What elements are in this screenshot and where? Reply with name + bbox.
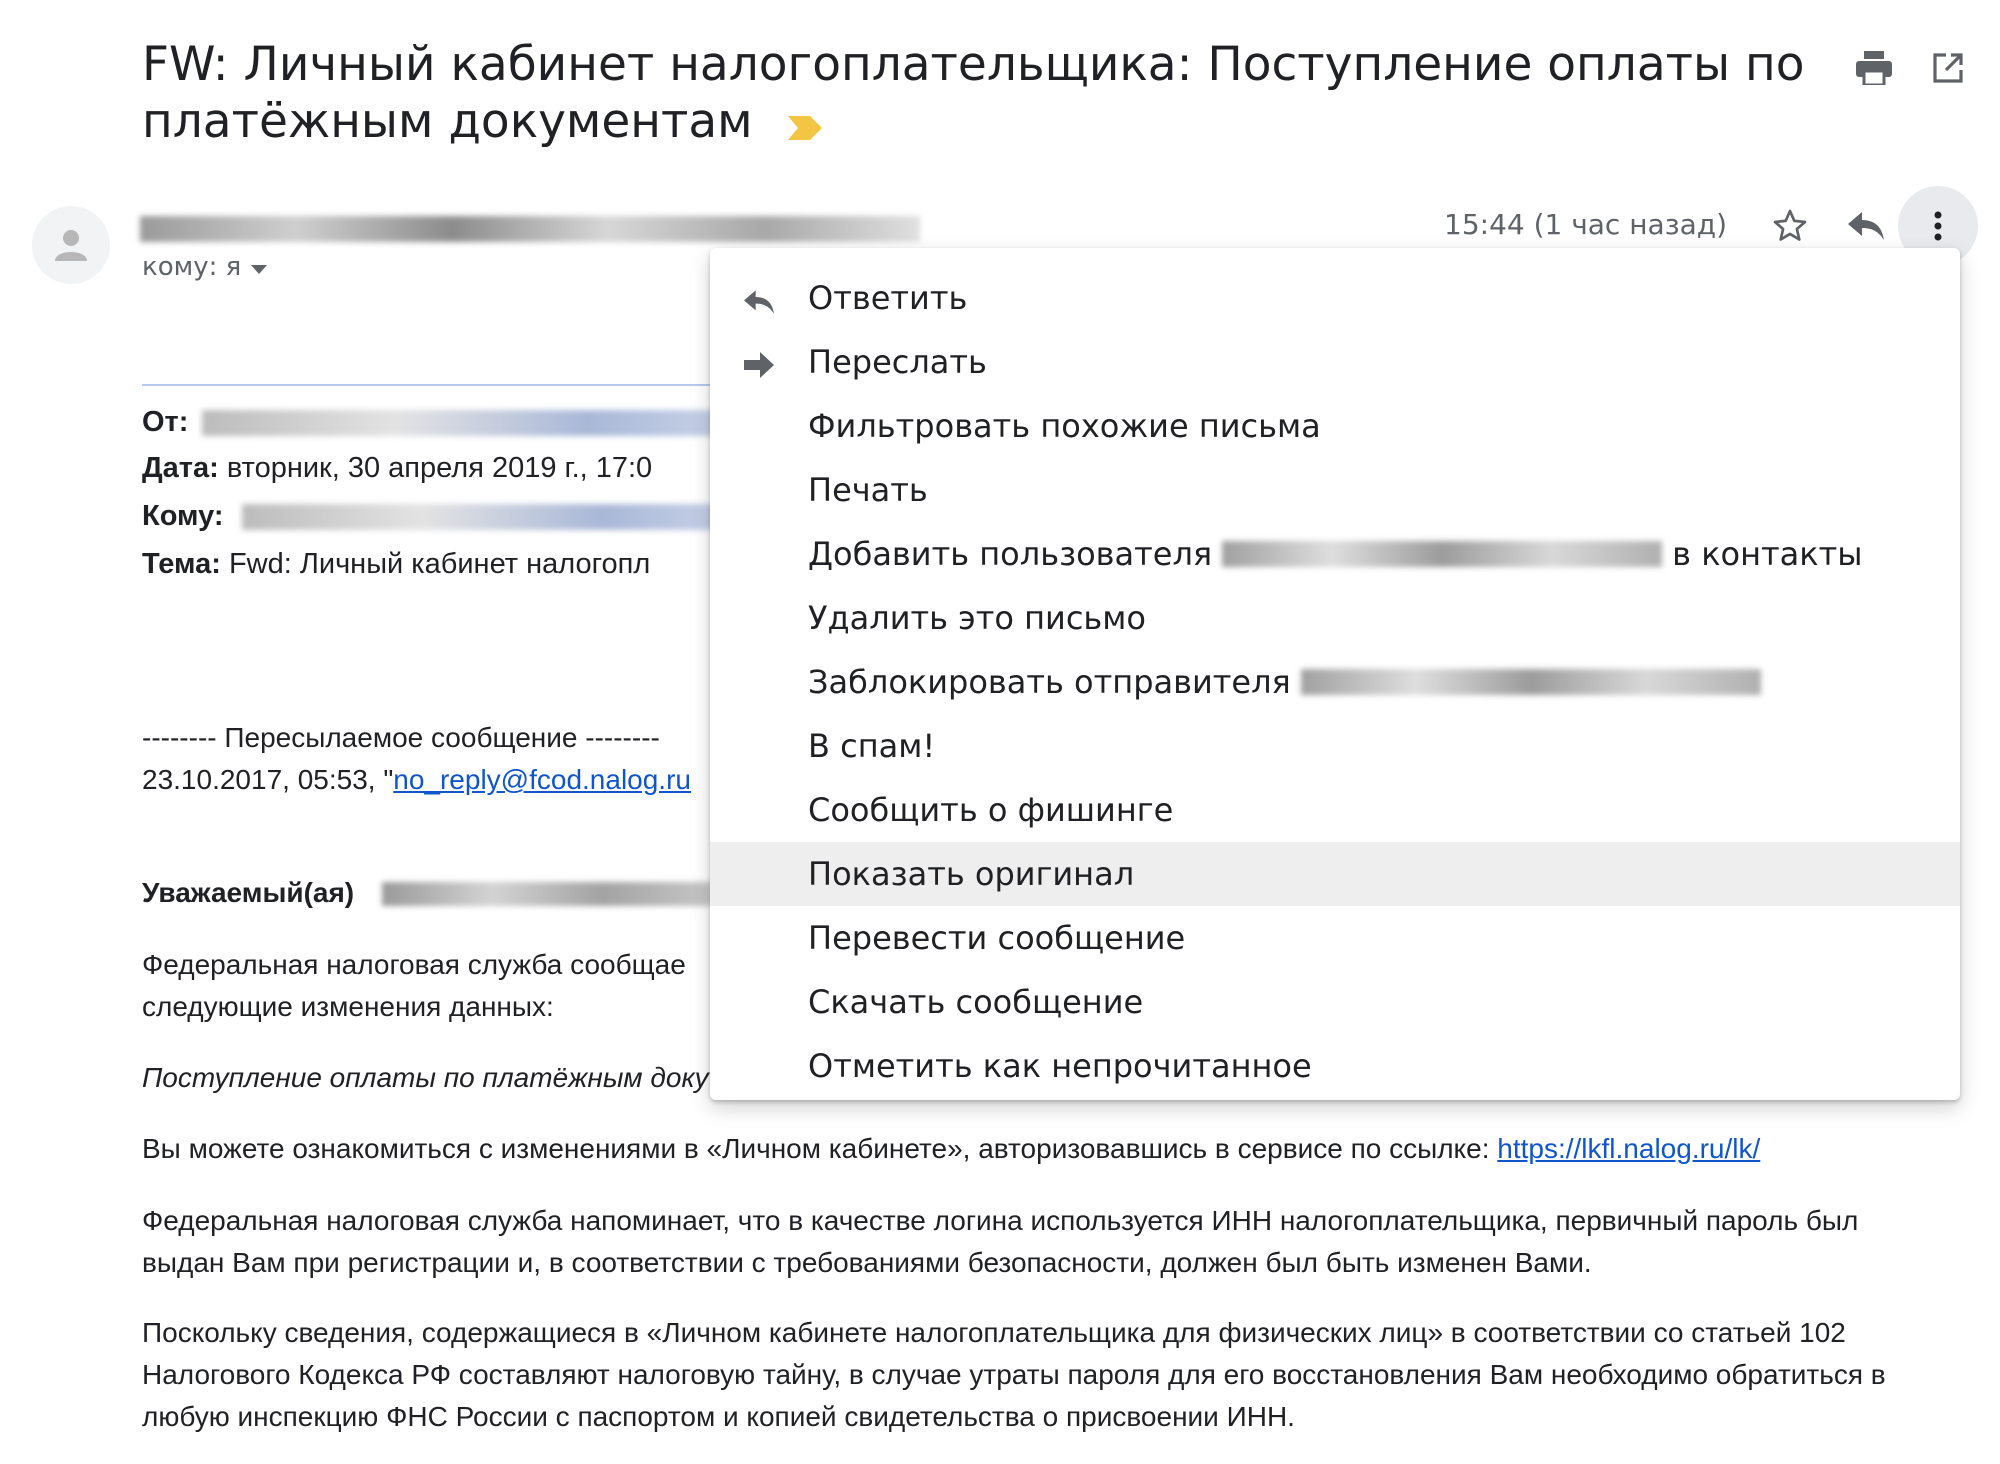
menu-add-contact-suffix: в контакты	[1672, 535, 1863, 573]
fwd-to-redacted	[242, 504, 782, 530]
menu-item-spam[interactable]	[710, 714, 1960, 778]
person-icon	[51, 225, 91, 265]
paragraph-2	[142, 1128, 1932, 1170]
menu-item-reply[interactable]	[710, 266, 1960, 330]
fwd-date-line	[142, 450, 652, 486]
menu-item-block[interactable]	[710, 650, 1960, 714]
fwd-to-line	[142, 498, 224, 534]
menu-item-filter[interactable]	[710, 394, 1960, 458]
menu-download-label: Скачать сообщение	[808, 983, 1144, 1021]
menu-item-phishing[interactable]	[710, 778, 1960, 842]
menu-phishing-label: Сообщить о фишинге	[808, 791, 1174, 829]
print-icon[interactable]	[1846, 40, 1902, 96]
fwd-from-redacted	[202, 410, 782, 436]
avatar[interactable]	[32, 206, 110, 284]
fwd-to-label: Кому:	[142, 500, 224, 532]
forwarded-divider: -------- Пересылаемое сообщение --------	[142, 722, 660, 753]
fwd-subject-value: Fwd: Личный кабинет налогопл	[228, 548, 651, 580]
more-vert-icon	[1934, 211, 1942, 241]
more-options-menu	[710, 248, 1960, 1100]
sender-name-redacted	[1301, 669, 1761, 695]
lk-link[interactable]: https://lkfl.nalog.ru/lk/	[1497, 1133, 1761, 1164]
menu-block-prefix: Заблокировать отправителя	[808, 663, 1291, 701]
p1-line2: следующие изменения данных:	[142, 991, 554, 1022]
menu-item-delete[interactable]	[710, 586, 1960, 650]
email-subject	[142, 36, 1822, 153]
italic-notice: Поступление оплаты по платёжным доку	[142, 1062, 709, 1093]
reply-icon[interactable]	[1838, 198, 1894, 254]
menu-item-add-contact[interactable]	[710, 522, 1960, 586]
fwd-date-label: Дата:	[142, 452, 219, 484]
sender-name-redacted[interactable]	[140, 216, 920, 242]
menu-print-label: Печать	[808, 471, 928, 509]
subject-text: FW: Личный кабинет налогоплательщика: Поступление оплаты по платёжным документам	[142, 37, 1805, 149]
fwd-date-value: вторник, 30 апреля 2019 г., 17:0	[226, 452, 653, 484]
forwarded-email-link[interactable]: no_reply@fcod.nalog.ru	[393, 764, 691, 795]
menu-item-translate[interactable]	[710, 906, 1960, 970]
fwd-from-line	[142, 404, 188, 440]
menu-mark-unread-label: Отметить как непрочитанное	[808, 1047, 1312, 1085]
forward-icon	[744, 348, 774, 376]
reply-icon	[744, 284, 774, 312]
greeting-name-redacted	[382, 882, 712, 906]
menu-item-download[interactable]	[710, 970, 1960, 1034]
paragraph-4: Поскольку сведения, содержащиеся в «Личном кабинете налогоплательщика для физических лиц» в соответствии со статьей 102 Налогового Кодекса РФ составляют налоговую тайну, в случае утраты пароля для его восстановления Вам необходимо обратиться в любую инспекцию ФНС России с паспортом и копией свидетельства о присвоении ИНН.	[142, 1317, 1886, 1432]
menu-item-mark-unread[interactable]	[710, 1034, 1960, 1098]
fwd-subject-label: Тема:	[142, 548, 221, 580]
contact-name-redacted	[1222, 541, 1662, 567]
paragraph-3: Федеральная налоговая служба напоминает, что в качестве логина используется ИНН налогоплательщика, первичный пароль был выдан Вам при регистрации и, в соответствии с требованиями безопасности, должен был быть изменен Вами.	[142, 1205, 1859, 1278]
menu-delete-label: Удалить это письмо	[808, 599, 1146, 637]
p1-line1: Федеральная налоговая служба сообщае	[142, 949, 686, 980]
menu-item-show-original[interactable]	[710, 842, 1960, 906]
fwd-from-label: От:	[142, 406, 189, 438]
forwarded-date: 23.10.2017, 05:53, "	[142, 764, 394, 795]
menu-translate-label: Перевести сообщение	[808, 919, 1186, 957]
menu-filter-label: Фильтровать похожие письма	[808, 407, 1321, 445]
fwd-subject-line	[142, 546, 650, 582]
menu-reply-label: Ответить	[808, 279, 968, 317]
menu-spam-label: В спам!	[808, 727, 936, 765]
importance-marker-icon[interactable]	[788, 96, 822, 153]
chevron-down-icon	[251, 252, 267, 282]
email-time: 15:44 (1 час назад)	[1444, 208, 1728, 241]
menu-show-original-label: Показать оригинал	[808, 855, 1135, 893]
quote-divider	[142, 384, 782, 386]
to-me-toggle[interactable]	[142, 252, 267, 282]
menu-item-forward[interactable]	[710, 330, 1960, 394]
star-icon[interactable]	[1762, 198, 1818, 254]
menu-forward-label: Переслать	[808, 343, 987, 381]
open-in-new-window-icon[interactable]	[1920, 40, 1976, 96]
p2-text: Вы можете ознакомиться с изменениями в «Личном кабинете», авторизовавшись в сервисе по ссылке:	[142, 1133, 1498, 1164]
menu-add-contact-prefix: Добавить пользователя	[808, 535, 1213, 573]
greeting: Уважаемый(ая)	[142, 877, 355, 908]
menu-item-print[interactable]	[710, 458, 1960, 522]
to-me-label: кому: я	[142, 252, 242, 282]
